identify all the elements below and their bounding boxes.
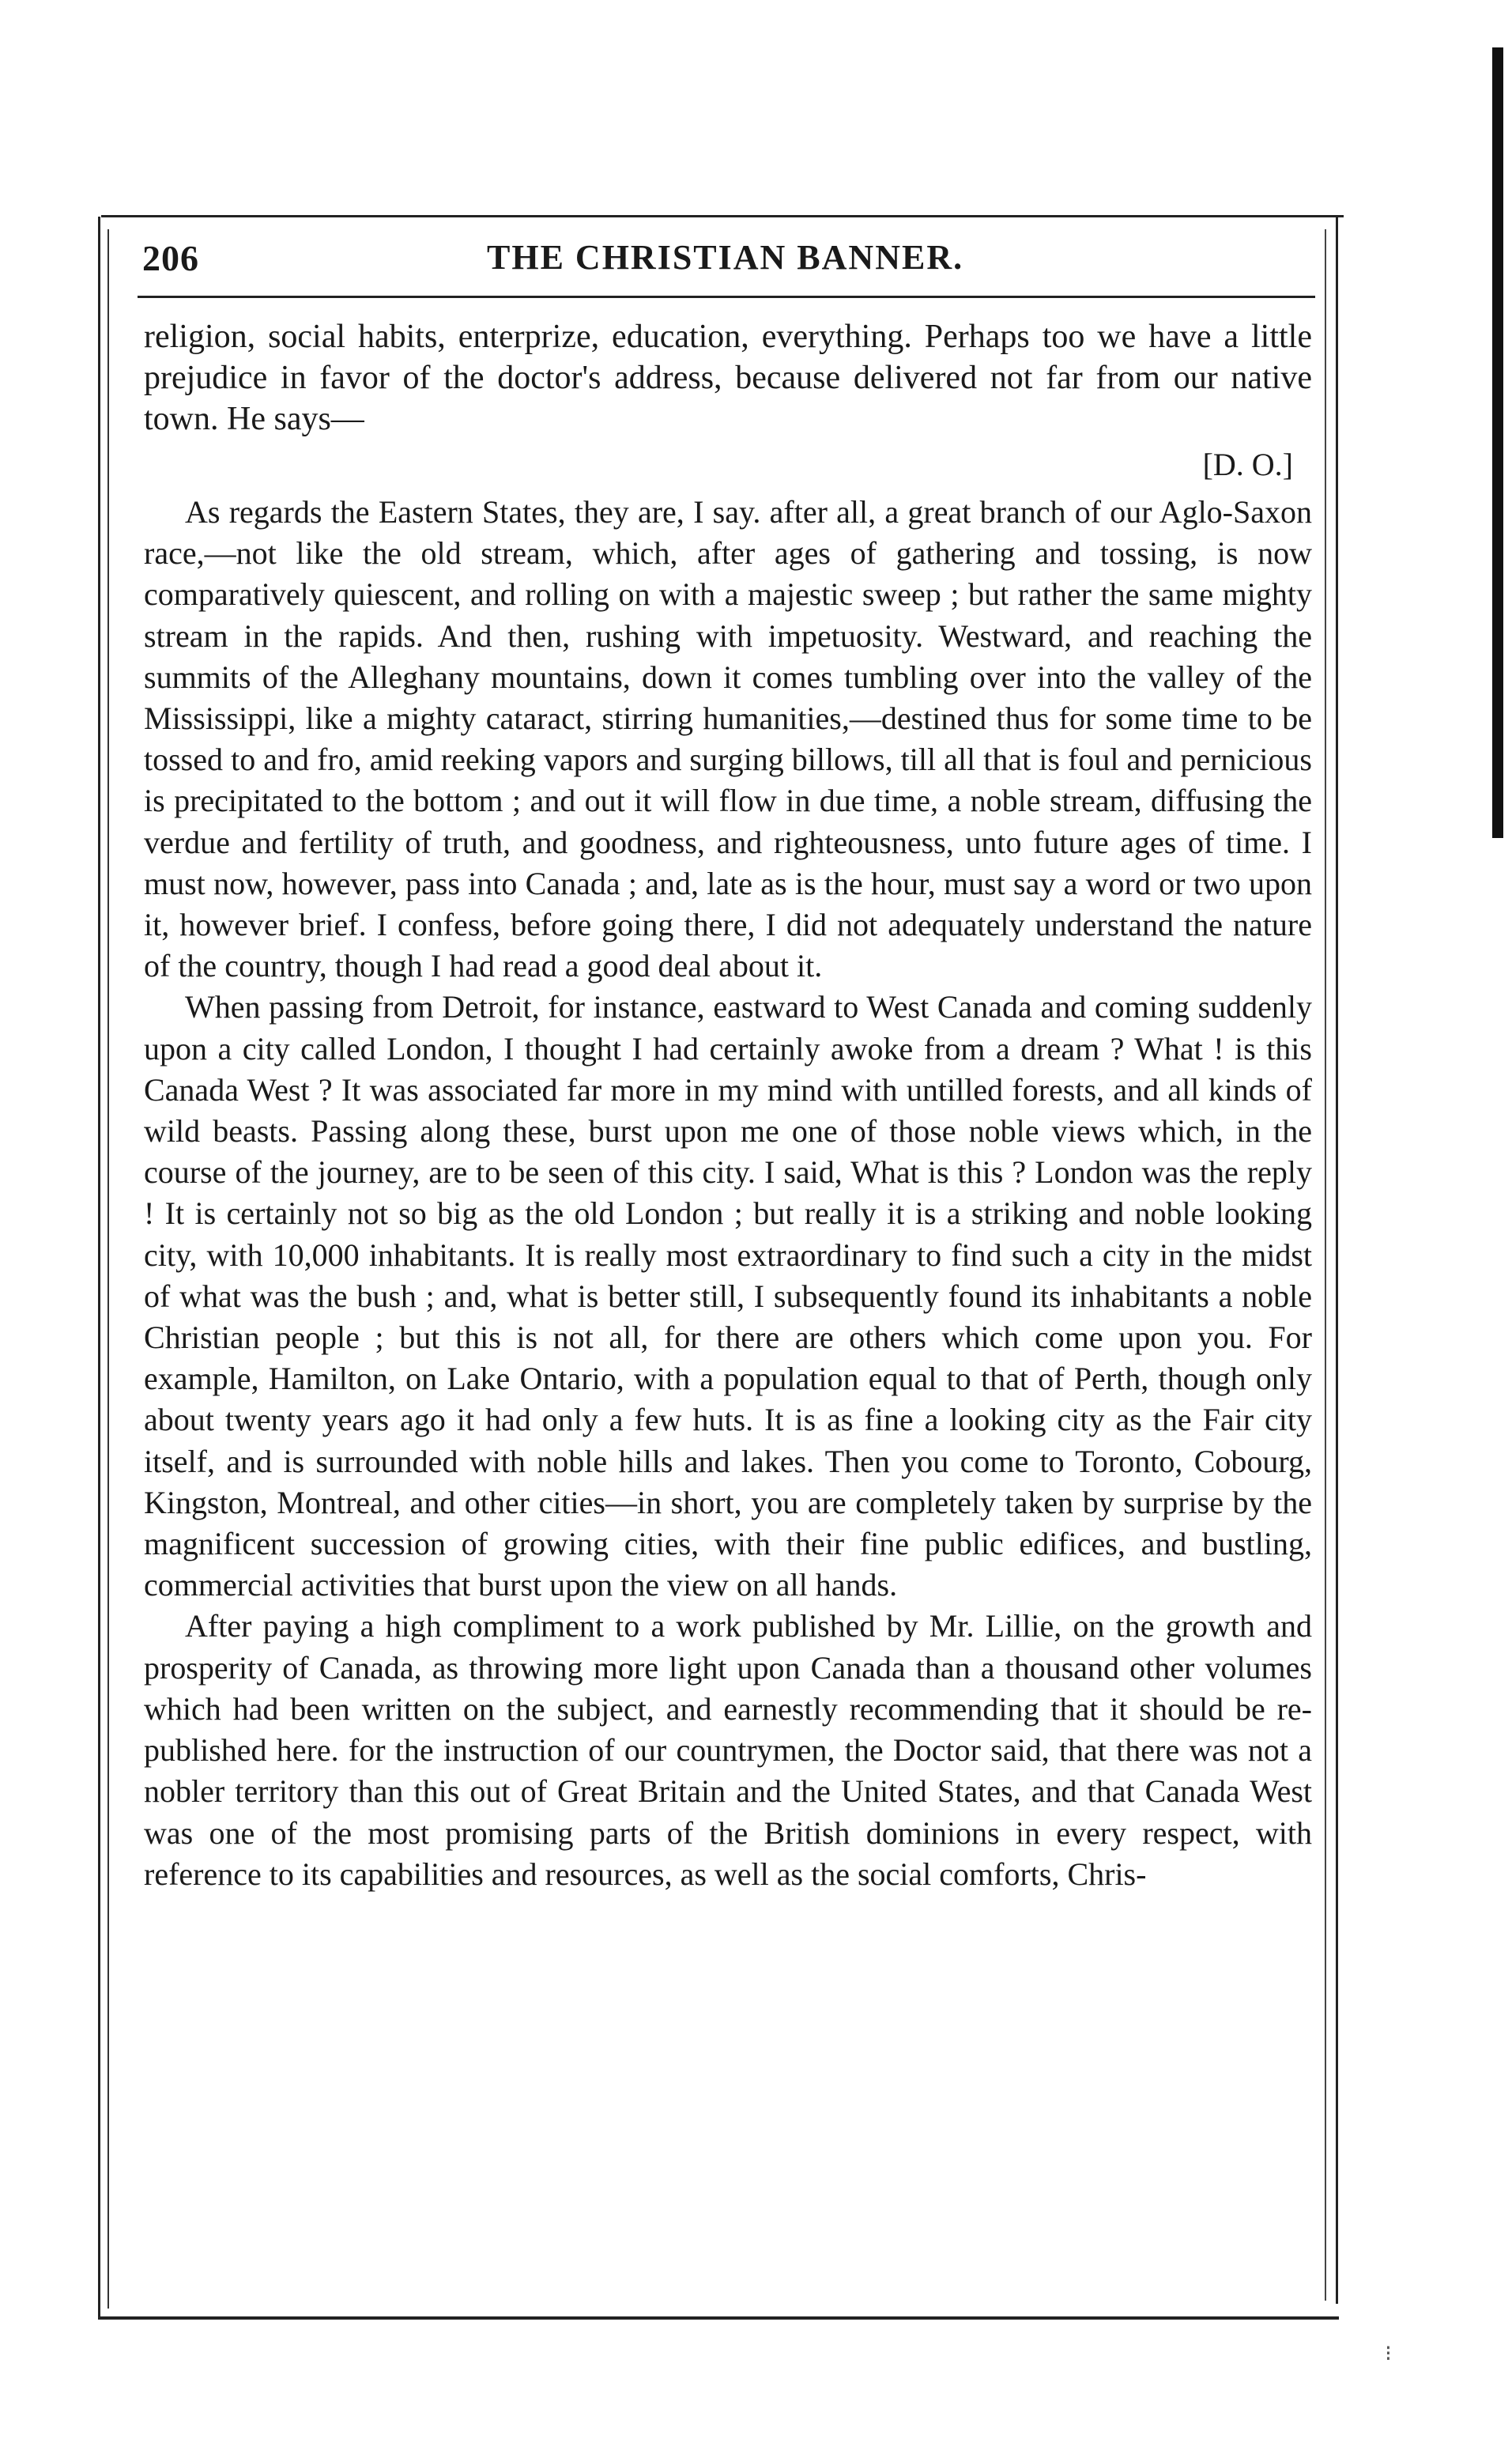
intro-paragraph: religion, social habits, enterprize, education, everything. Perhaps too we have a little prejudice in favor of the doctor's address, because delivered not far from our native town. He says— [144, 319, 1312, 437]
header-rule [138, 296, 1315, 298]
text-column [144, 316, 1312, 1895]
frame-right-rule [1336, 217, 1338, 2304]
running-title: THE CHRISTIAN BANNER. [487, 238, 964, 277]
frame-left-inner-rule [107, 229, 109, 2309]
margin-speck: ⁝ [1385, 2342, 1392, 2366]
page-number: 206 [142, 238, 199, 278]
frame-right-inner-rule [1325, 229, 1326, 2301]
body-paragraph-3: After paying a high compliment to a work published by Mr. Lillie, on the growth and prosperity of Canada, as throwing more light upon Canada than a thousand other volumes which had been written on the subject, and earnestly recommending that it should be re-published here. for the instruction of our countrymen, the Doctor said, that there was not a nobler territory than this out of Great Britain and the United States, and that Canada West was one of the most promising parts of the British dominions in every respect, with reference to its capabilities and resources, as well as the social comforts, Chris- [144, 1608, 1312, 1892]
body-paragraph-1: As regards the Eastern States, they are, I say. after all, a great branch of our Aglo-Saxon race,—not like the old stream, which, after ages of gathering and tossing, is now comparatively quiescent, and rolling on with a majestic sweep ; but rather the same mighty stream in the rapids. And then, rushing with impetuosity. Westward, and reaching the summits of the Alleghany mountains, down it comes tumbling over into the valley of the Mississippi, like a mighty cataract, stirring humanities,—destined thus for some time to be tossed to and fro, amid reeking vapors and surging billows, till all that is foul and pernicious is precipitated to the bottom ; and out it will flow in due time, a noble stream, diffusing the verdue and fertility of truth, and goodness, and righteousness, unto future ages of time. I must now, however, pass into Canada ; and, late as is the hour, must say a word or two upon it, however brief. I confess, before going there, I did not adequately understand the nature of the country, though I had read a good deal about it. [144, 494, 1312, 984]
author-signature: [D. O.] [1202, 447, 1293, 482]
binding-edge-mark [1492, 47, 1503, 838]
body-paragraph-2: When passing from Detroit, for instance, eastward to West Canada and coming suddenly upon a city called London, I thought I had certainly awoke from a dream ? What ! is this Canada West ? It was associated far more in my mind with untilled forests, and all kinds of wild beasts. Passing along these, burst upon me one of those noble views which, in the course of the journey, are to be seen of this city. I said, What is this ? London was the reply ! It is certainly not so big as the old London ; but really it is a striking and noble looking city, with 10,000 inhabitants. It is really most extraordinary to find such a city in the midst of what was the bush ; and, what is better still, I subsequently found its inhabitants a noble Christian people ; but this is not all, for there are others which come upon you. For example, Hamilton, on Lake Ontario, with a population equal to that of Perth, though only about twenty years ago it had only a few huts. It is as fine a looking city as the Fair city itself, and is surrounded with noble hills and lakes. Then you come to Toronto, Cobourg, Kingston, Montreal, and other cities—in short, you are completely taken by surprise by the magnificent succession of growing cities, with their fine public edifices, and bustling, commercial activities that burst upon the view on all hands. [144, 989, 1312, 1603]
frame-top-rule [101, 215, 1344, 217]
frame-bottom-rule [98, 2316, 1339, 2320]
frame-left-rule [98, 217, 100, 2320]
